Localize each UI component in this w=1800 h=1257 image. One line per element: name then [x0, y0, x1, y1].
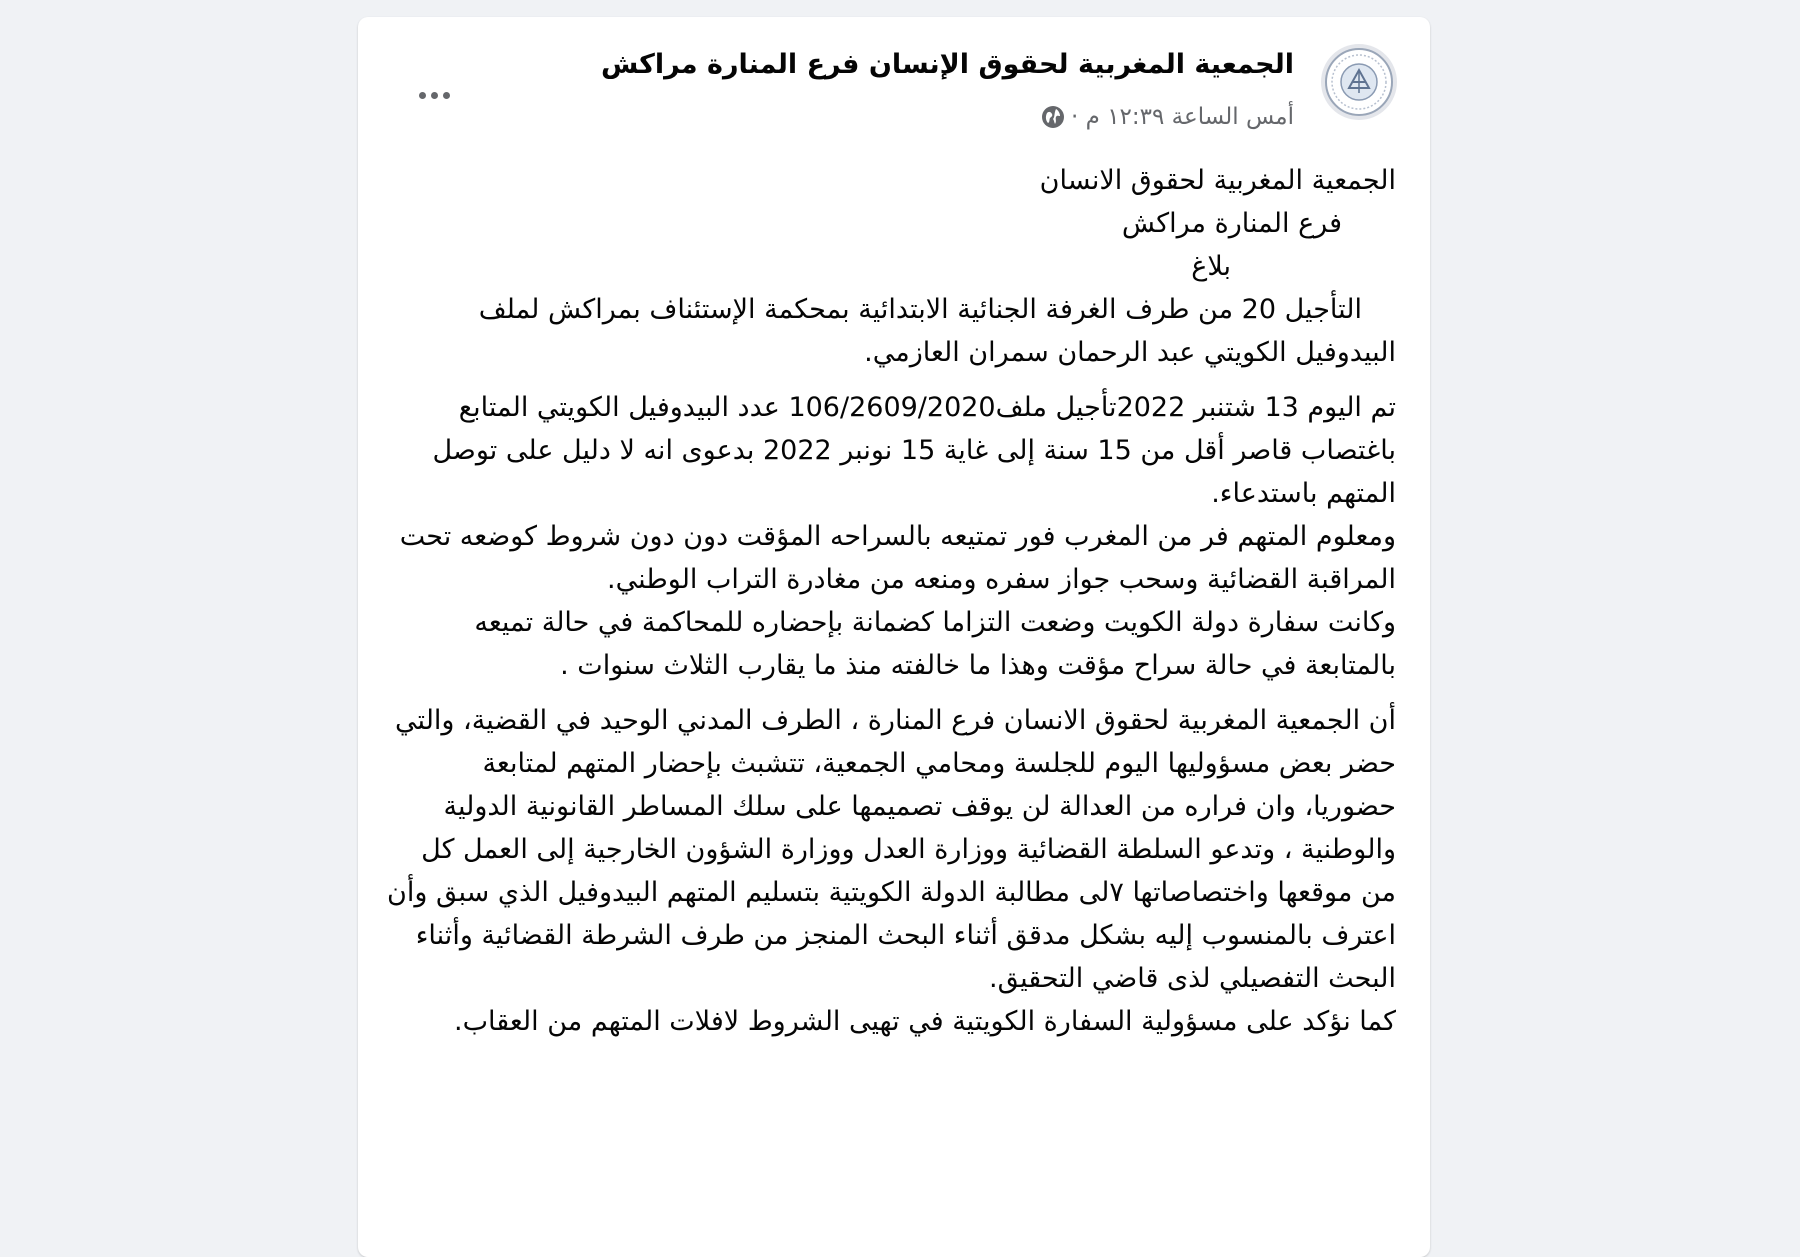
post-paragraph: وكانت سفارة دولة الكويت وضعت التزاما كضمانة بإحضاره للمحاكمة في حالة تميعه بالمتابعة في حالة سراح مؤقت وهذا ما خالفته منذ ما يقارب الثلاث سنوات .: [474, 607, 1396, 681]
more-options-dot: [431, 92, 438, 99]
post-paragraph: ومعلوم المتهم فر من المغرب فور تمتيعه بالسراحه المؤقت دون دون شروط كوضعه تحت المراقبة القضائية وسحب جواز سفره ومنعه من مغادرة التراب الوطني.: [399, 521, 1396, 595]
page-avatar[interactable]: [1320, 43, 1398, 121]
post-header-line: الجمعية المغربية لحقوق الانسان: [1039, 165, 1396, 196]
post-card: [358, 17, 1430, 1257]
more-options-icon[interactable]: [410, 79, 458, 111]
post-author-name[interactable]: الجمعية المغربية لحقوق الإنسان فرع المنارة مراكش: [601, 49, 1294, 80]
more-options-dot: [443, 92, 450, 99]
post-paragraph: أن الجمعية المغربية لحقوق الانسان فرع المنارة ، الطرف المدني الوحيد في القضية، والتي حضر بعض مسؤوليها اليوم للجلسة ومحامي الجمعية، تتشبث بإحضار المتهم لمتابعة حضوريا، وان فراره من العدالة لن يوقف تصميمها على سلك المساطر القانونية الدولية والوطنية ، وتدعو السلطة القضائية ووزارة العدل ووزارة الشؤون الخارجية إلى العمل كل من موقعها واختصاصاتها ٧لى مطالبة الدولة الكويتية بتسليم المتهم البيدوفيل الذي سبق وأن اعترف بالمنسوب إليه بشكل مدقق أثناء البحث المنجز من طرف الشرطة القضائية وأثناء البحث التفصيلي لذى قاضي التحقيق.: [387, 705, 1396, 994]
post-paragraph: تم اليوم 13 شتنبر 2022تأجيل ملف106/2609/2020 عدد البيدوفيل الكويتي المتابع باغتصاب قاصر أقل من 15 سنة إلى غاية 15 نونبر 2022 بدعوى انه لا دليل على توصل المتهم باستدعاء.: [432, 392, 1396, 509]
post-timestamp[interactable]: أمس الساعة ١٢:٣٩ م ·: [1071, 104, 1294, 130]
globe-icon[interactable]: [1041, 105, 1065, 129]
post-header-line: فرع المنارة مراكش: [1121, 208, 1342, 239]
post-meta: [1041, 104, 1294, 130]
post-paragraph: كما نؤكد على مسؤولية السفارة الكويتية في تهيى الشروط لافلات المتهم من العقاب.: [454, 1006, 1396, 1037]
post-body: [386, 159, 1396, 1043]
post-headline: التأجيل 20 من طرف الغرفة الجنائية الابتدائية بمحكمة الإستئناف بمراكش لملف البيدوفيل الكويتي عبد الرحمان سمران العازمي.: [478, 294, 1396, 368]
organization-seal-logo: [1320, 43, 1398, 121]
post-header-line: بلاغ: [1191, 251, 1231, 282]
more-options-dot: [419, 92, 426, 99]
